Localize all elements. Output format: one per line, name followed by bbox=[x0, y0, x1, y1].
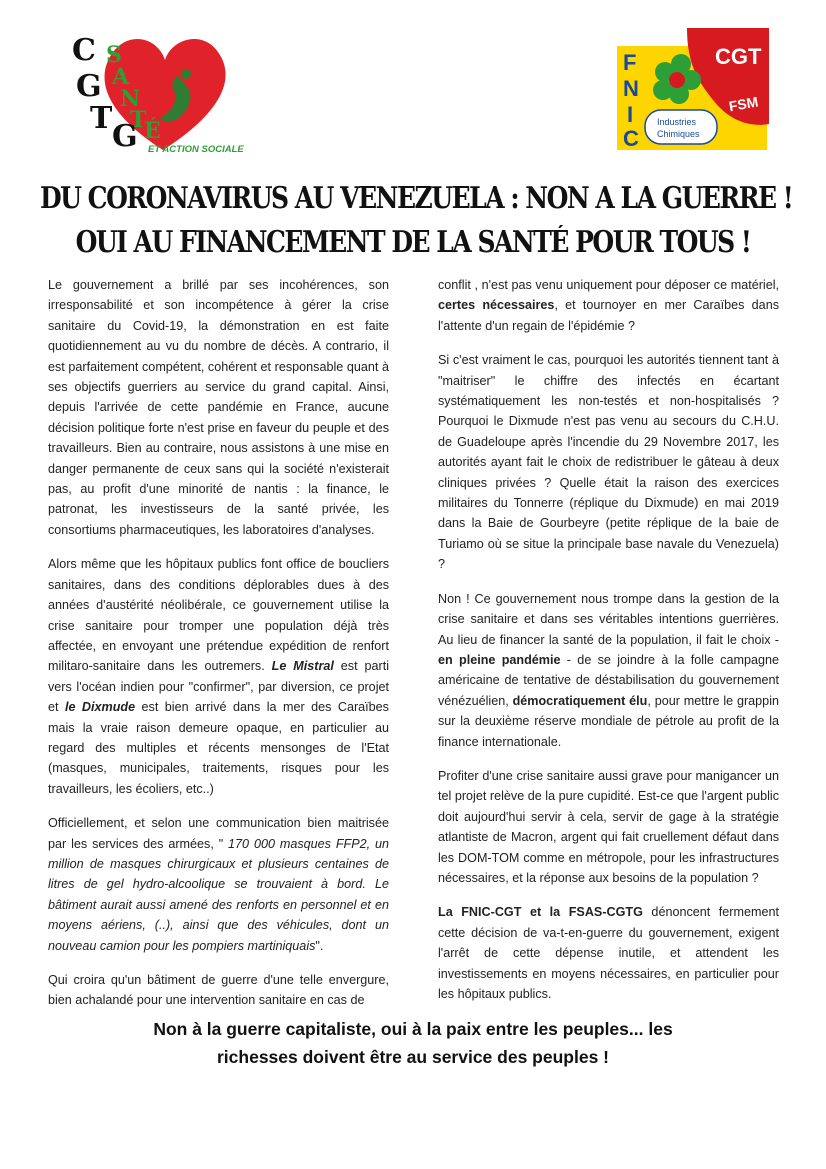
logo-subtitle: ET ACTION SOCIALE bbox=[148, 144, 244, 155]
logo-letter-g: G bbox=[76, 69, 102, 104]
text-span: dénoncent fermement cette décision de va-t-en-guerre du gouvernement, exigent l'arrêt de cette dépense inutile, et attendent les investissements en moyens nécessaires, en particulier pour les hôpitaux publics. bbox=[438, 905, 779, 1001]
bold-text: en pleine pandémie bbox=[438, 652, 561, 667]
logo-letter-s: S bbox=[106, 42, 122, 68]
text-span: , pour mettre le grappin sur la deuxième réserve mondiale de pétrole au profit de la finance internationale. bbox=[438, 693, 779, 749]
bold-text: démocratiquement élu bbox=[512, 693, 648, 708]
slogan-line-1: Non à la guerre capitaliste, oui à la paix entre les peuples... les bbox=[153, 1019, 673, 1039]
ship-name-dixmude: le Dixmude bbox=[64, 700, 136, 715]
logo-industries-text: Industries bbox=[657, 117, 697, 127]
paragraph bbox=[438, 589, 779, 752]
text-span: - de se joindre à la folle campagne américaine de tentative de déstabilisation du gouvernement vénézuélien, bbox=[438, 652, 779, 708]
slogan-line-2: richesses doivent être au service des peuples ! bbox=[217, 1047, 609, 1067]
logo-fsm-text: FSM bbox=[727, 93, 760, 115]
text-span: conflit , n'est pas venu uniquement pour déposer ce matériel, bbox=[438, 278, 779, 292]
ship-name-mistral: Le Mistral bbox=[271, 659, 334, 674]
headline-line-2: OUI AU FINANCEMENT DE LA SANTÉ POUR TOUS ! bbox=[75, 225, 751, 260]
logo-letter-g2: G bbox=[112, 119, 138, 154]
text-span: Officiellement, et selon une communication bien maitrisée par les services des armées, " bbox=[48, 816, 389, 851]
paragraph: Qui croira qu'un bâtiment de guerre d'une telle envergure, bien achalandé pour une intervention sanitaire en cas de bbox=[48, 973, 389, 1008]
right-column bbox=[438, 275, 779, 1018]
logo-letter-n: N bbox=[120, 86, 141, 112]
logo-letter-a: A bbox=[112, 64, 130, 90]
fnic-letter-f: F bbox=[623, 50, 637, 75]
logo-cgt-text: CGT bbox=[715, 44, 762, 69]
logo-letter-t: T bbox=[90, 101, 113, 136]
fnic-letter-c: C bbox=[623, 126, 639, 150]
text-span: est parti vers l'océan indien pour "confirmer", par diversion, ce projet et bbox=[48, 659, 390, 715]
official-quote: 170 000 masques FFP2, un million de masques chirurgicaux et plusieurs centaines de litres de gel hydro-alcoolique se trouvaient à bord. Le bâtiment aurait aussi amené des renforts en personnel et en moyens aériens, (..), ainsi que des véhicules, dont un nouveau camion pour les pompiers martiniquais bbox=[48, 836, 389, 953]
paragraph bbox=[48, 554, 389, 799]
paragraph: Le gouvernement a brillé par ses incohérences, son irresponsabilité et son incompétence à gérer la crise sanitaire du Covid-19, la démonstration en est faite quotidiennement au vu du nombre de décès. A contrario, il est parfaitement compétent, cohérent et responsable quant à ses objectifs guerriers au service du grand capital. Ainsi, depuis l'arrivée de cette pandémie en France, aucune décision politique forte n'est prise en faveur du peuple et des travailleurs. Bien au contraire, nous assistons à une mise en danger permanente de ceux sans qui la société n'existerait pas, au profit d'une minorité de nantis : la finance, le patronat, les investisseurs de la santé privée, les consortiums pharmaceutiques, les laboratoires d'analyses. bbox=[48, 278, 389, 537]
fnic-cgt-logo bbox=[617, 28, 769, 150]
cgt-sante-logo bbox=[68, 30, 248, 158]
logo-letter-t2: T bbox=[130, 107, 147, 133]
bold-text: certes nécessaires bbox=[438, 298, 555, 313]
logo-letter-e: É bbox=[144, 118, 161, 144]
paragraph bbox=[48, 813, 389, 956]
fnic-letter-i: I bbox=[627, 102, 634, 127]
paragraph: Profiter d'une crise sanitaire aussi grave pour manigancer un tel projet relève de la pure cupidité. Est-ce que l'argent public doit aujourd'hui servir à cela, servir de gage à la stratégie atlantiste de Macron, argent qui fait cruellement défaut dans les DOM-TOM comme en métropole, pour les infrastructures nécessaires, et la réponse aux besoins de la population ? bbox=[438, 768, 779, 885]
text-span: ". bbox=[315, 938, 324, 953]
text-span: Non ! Ce gouvernement nous trompe dans la gestion de la crise sanitaire et dans ses véritables intentions guerrières. Au lieu de financer la santé de la population, il fait le choix - bbox=[438, 591, 779, 647]
union-names: La FNIC-CGT et la FSAS-CGTG bbox=[438, 905, 643, 920]
logo-chimiques-text: Chimiques bbox=[657, 129, 700, 139]
paragraph bbox=[438, 275, 779, 336]
text-span: est bien arrivé dans la mer des Caraïbes mais la vraie raison demeure opaque, en particulier au regard des multiples et récents mensonges de l'Etat (masques, municipales, traitements, risques pour les travailleurs, les écoliers, etc..) bbox=[48, 700, 389, 796]
left-column bbox=[48, 275, 389, 1025]
paragraph: Si c'est vraiment le cas, pourquoi les autorités tiennent tant à "maitriser" le chiffre des infectés en écartant systématiquement les non-testés et non-hospitalisés ? Pourquoi le Dixmude n'est pas venu au secours du C.H.U. de Guadeloupe après l'incendie du 29 Novembre 2017, les autorités ayant fait le choix de redistribuer le gâteau à deux cliniques privées ? Quelle était la raison des exercices militaires du Tonnerre (réplique du Dixmude) en mai 2019 dans la Baie de Gourbeyre (petite réplique de la baie de Turiamo où se situe la principale base navale du Venezuela) ? bbox=[438, 353, 779, 572]
headline-line-1: DU CORONAVIRUS AU VENEZUELA : NON A LA GUERRE ! bbox=[40, 181, 793, 216]
fnic-letter-n: N bbox=[623, 76, 639, 101]
text-span: , et tournoyer en mer Caraïbes dans l'attente d'un regain de l'épidémie ? bbox=[438, 298, 779, 333]
text-span: Alors même que les hôpitaux publics font office de boucliers sanitaires, dans des conditions déplorables dues à des années d'austérité néolibérale, ce gouvernement utilise la crise sanitaire pour tromper une population déjà très affectée, en envoyant une prétendue expédition de renfort militaro-sanitaire dans les outremers. bbox=[48, 557, 389, 674]
closing-slogan bbox=[60, 1015, 766, 1071]
paragraph bbox=[438, 902, 779, 1004]
logo-letter-c: C bbox=[72, 33, 96, 68]
